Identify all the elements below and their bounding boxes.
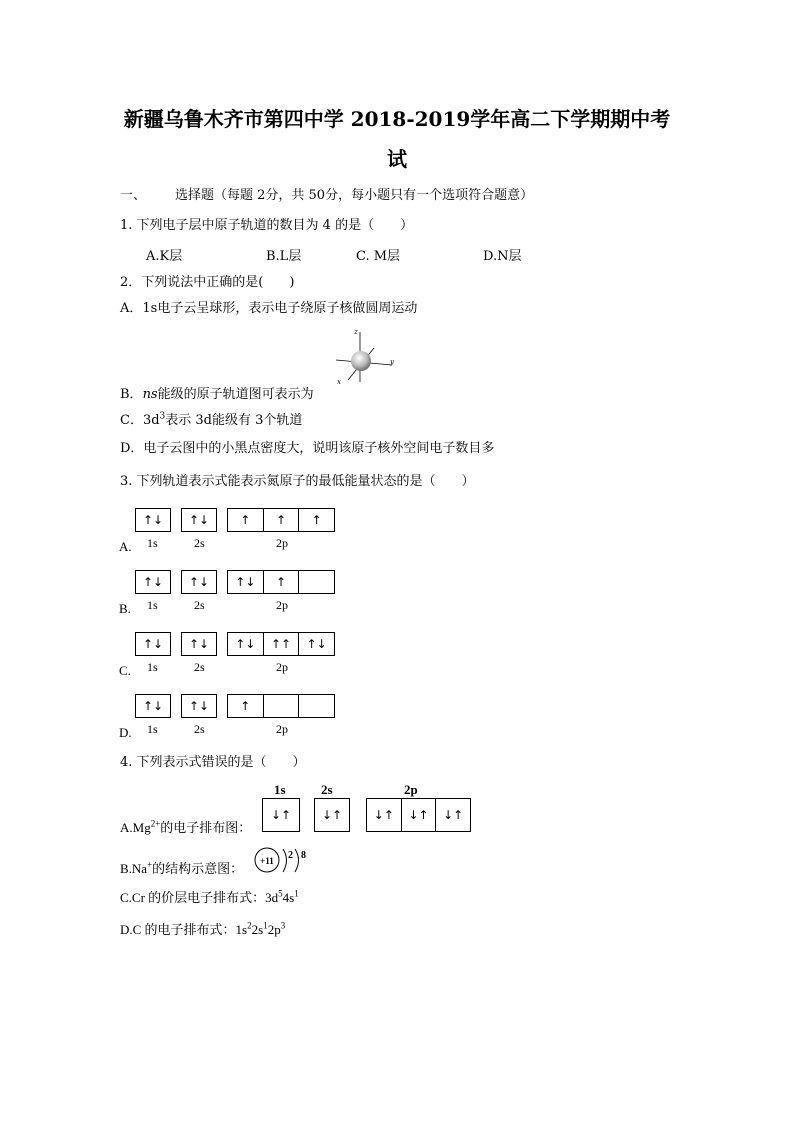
- section-heading: 选择题（每题 2分，共 50分，每小题只有一个选项符合题意）: [175, 188, 534, 203]
- q4-option-d: [120, 922, 285, 938]
- q1-stem: 1. 下列电子层中原子轨道的数目为 4 的是（ ）: [120, 218, 414, 233]
- q3-option-letter: A.: [119, 539, 132, 554]
- q1-option-b: B.L层: [266, 249, 302, 264]
- q1-option-c: C. M层: [356, 249, 401, 264]
- s-orbital-figure: [334, 326, 400, 388]
- q4-a-text: 的电子排布图：: [160, 820, 252, 835]
- q2-stem: 2．下列说法中正确的是( ): [120, 275, 295, 290]
- q2-c-sup: 3: [159, 411, 166, 422]
- q3-option-letter: B.: [119, 601, 131, 616]
- orbital-cell: ↑: [228, 695, 264, 717]
- q3-label-1s: 1s: [147, 536, 158, 550]
- q3-label-2p: 2p: [276, 598, 288, 612]
- orbital-cell: ↑↓: [188, 513, 210, 527]
- q4-d-prefix: D.C 的电子排布式：1s: [120, 922, 248, 937]
- q4-a-2p-box: [366, 798, 471, 832]
- q4-option-b: [120, 861, 243, 877]
- orbital-cell: ↑↓: [142, 699, 164, 713]
- q3-stem: 3. 下列轨道表示式能表示氮原子的最低能量状态的是（ ）: [120, 474, 475, 489]
- q3-1s-box: [135, 508, 171, 532]
- q1-option-a: A.K层: [146, 249, 183, 264]
- q3-label-1s: 1s: [147, 598, 158, 612]
- axis-y-label: y: [390, 358, 394, 366]
- q2-option-b: [120, 387, 314, 403]
- q4-a-2s-box: [314, 798, 350, 832]
- orbital-cell: [299, 695, 334, 717]
- page-title-line2: 试: [387, 147, 407, 171]
- q4-stem: 4. 下列表示式错误的是（ ）: [120, 755, 306, 770]
- q3-label-2s: 2s: [194, 722, 205, 736]
- q4-b-prefix: B.Na: [120, 861, 148, 876]
- q3-2p-box: [227, 632, 335, 656]
- orbital-cell: ↑↓: [142, 637, 164, 651]
- q4-d-mid2: 2p: [267, 922, 281, 937]
- q4-a-prefix: A.Mg: [120, 820, 151, 835]
- q3-label-1s: 1s: [147, 722, 158, 736]
- q4-option-a: [120, 820, 251, 836]
- q2-b-prefix: B．: [120, 387, 143, 402]
- nucleus-label: +11: [260, 856, 274, 866]
- q4-d-sup1: 2: [247, 920, 252, 931]
- q3-label-2p: 2p: [276, 536, 288, 550]
- orbital-cell: ↑↓: [142, 513, 164, 527]
- q3-option-letter: D.: [119, 725, 132, 740]
- q3-1s-box: [135, 632, 171, 656]
- q4-b-sup: +: [147, 859, 153, 870]
- q3-2s-box: [181, 508, 217, 532]
- q1-option-d: D.N层: [483, 249, 522, 264]
- orbital-cell: ↓↑: [270, 808, 292, 822]
- q3-2s-box: [181, 570, 217, 594]
- section-number: 一、: [120, 188, 147, 203]
- orbital-cell: ↑: [264, 509, 300, 531]
- orbital-cell: ↓↑: [402, 799, 437, 831]
- q2-option-d: D．电子云图中的小黑点密度大，说明该原子核外空间电子数目多: [120, 441, 495, 456]
- orbital-cell: ↑↑: [264, 633, 300, 655]
- orbital-cell: [299, 571, 334, 593]
- q3-label-2p: 2p: [276, 660, 288, 674]
- q4-c-sup1: 5: [278, 888, 283, 899]
- orbital-cell: ↑↓: [188, 699, 210, 713]
- q3-label-2s: 2s: [194, 536, 205, 550]
- q3-2p-box: [227, 570, 335, 594]
- q2-option-a: A．1s电子云呈球形，表示电子绕原子核做圆周运动: [120, 301, 418, 316]
- q3-label-2s: 2s: [194, 598, 205, 612]
- q3-2p-box: [227, 694, 335, 718]
- q3-1s-box: [135, 694, 171, 718]
- axis-x-label: x: [337, 378, 341, 386]
- q4-hdr-1s: 1s: [274, 782, 286, 797]
- q4-hdr-2s: 2s: [321, 782, 333, 797]
- q3-label-2s: 2s: [194, 660, 205, 674]
- q3-label-1s: 1s: [147, 660, 158, 674]
- q4-d-sup2: 1: [263, 920, 268, 931]
- q3-label-2p: 2p: [276, 722, 288, 736]
- q4-a-sup: 2+: [150, 818, 161, 829]
- q4-c-mid: 4s: [282, 890, 295, 905]
- q3-1s-box: [135, 570, 171, 594]
- q3-option-letter: C.: [119, 663, 131, 678]
- q3-2s-box: [181, 694, 217, 718]
- q2-c-prefix: C．3d: [120, 413, 160, 428]
- q4-d-sup3: 3: [280, 920, 286, 931]
- q4-a-1s-box: [262, 798, 300, 832]
- orbital-cell: ↑: [311, 513, 322, 527]
- orbital-cell: ↑↓: [188, 637, 210, 651]
- q3-2s-box: [181, 632, 217, 656]
- q2-b-ns: ns: [142, 387, 158, 402]
- orbital-cell: ↓↑: [367, 799, 402, 831]
- orbital-cell: ↑↓: [142, 575, 164, 589]
- orbital-cell: ↓↑: [321, 808, 343, 822]
- na-ion-structure-diagram: [252, 846, 316, 876]
- q4-option-c: [120, 890, 299, 906]
- orbital-cell: [264, 695, 300, 717]
- q3-2p-box: [227, 508, 335, 532]
- orbital-cell: ↑↓: [188, 575, 210, 589]
- q4-d-mid1: 2s: [251, 922, 264, 937]
- orbital-cell: ↑↓: [228, 571, 264, 593]
- orbital-cell: ↓↑: [443, 808, 464, 822]
- axis-z-label: z: [354, 328, 358, 336]
- q2-b-text: 能级的原子轨道图可表示为: [157, 387, 314, 402]
- orbital-cell: ↑↓: [306, 637, 327, 651]
- page-title-line1: 新疆乌鲁木齐市第四中学 2018-2019学年高二下学期期中考: [123, 107, 671, 131]
- orbital-cell: ↑↓: [228, 633, 264, 655]
- shell2-label: 8: [301, 850, 306, 861]
- q2-c-text: 表示 3d能级有 3个轨道: [165, 413, 303, 428]
- q4-c-sup2: 1: [294, 888, 299, 899]
- q4-hdr-2p: 2p: [404, 782, 418, 797]
- orbital-cell: ↑: [264, 571, 300, 593]
- q4-b-text: 的结构示意图：: [152, 861, 244, 876]
- q2-option-c: [120, 413, 302, 429]
- orbital-cell: ↑: [228, 509, 264, 531]
- shell1-label: 2: [288, 850, 293, 861]
- q4-c-prefix: C.Cr 的价层电子排布式：3d: [120, 890, 279, 905]
